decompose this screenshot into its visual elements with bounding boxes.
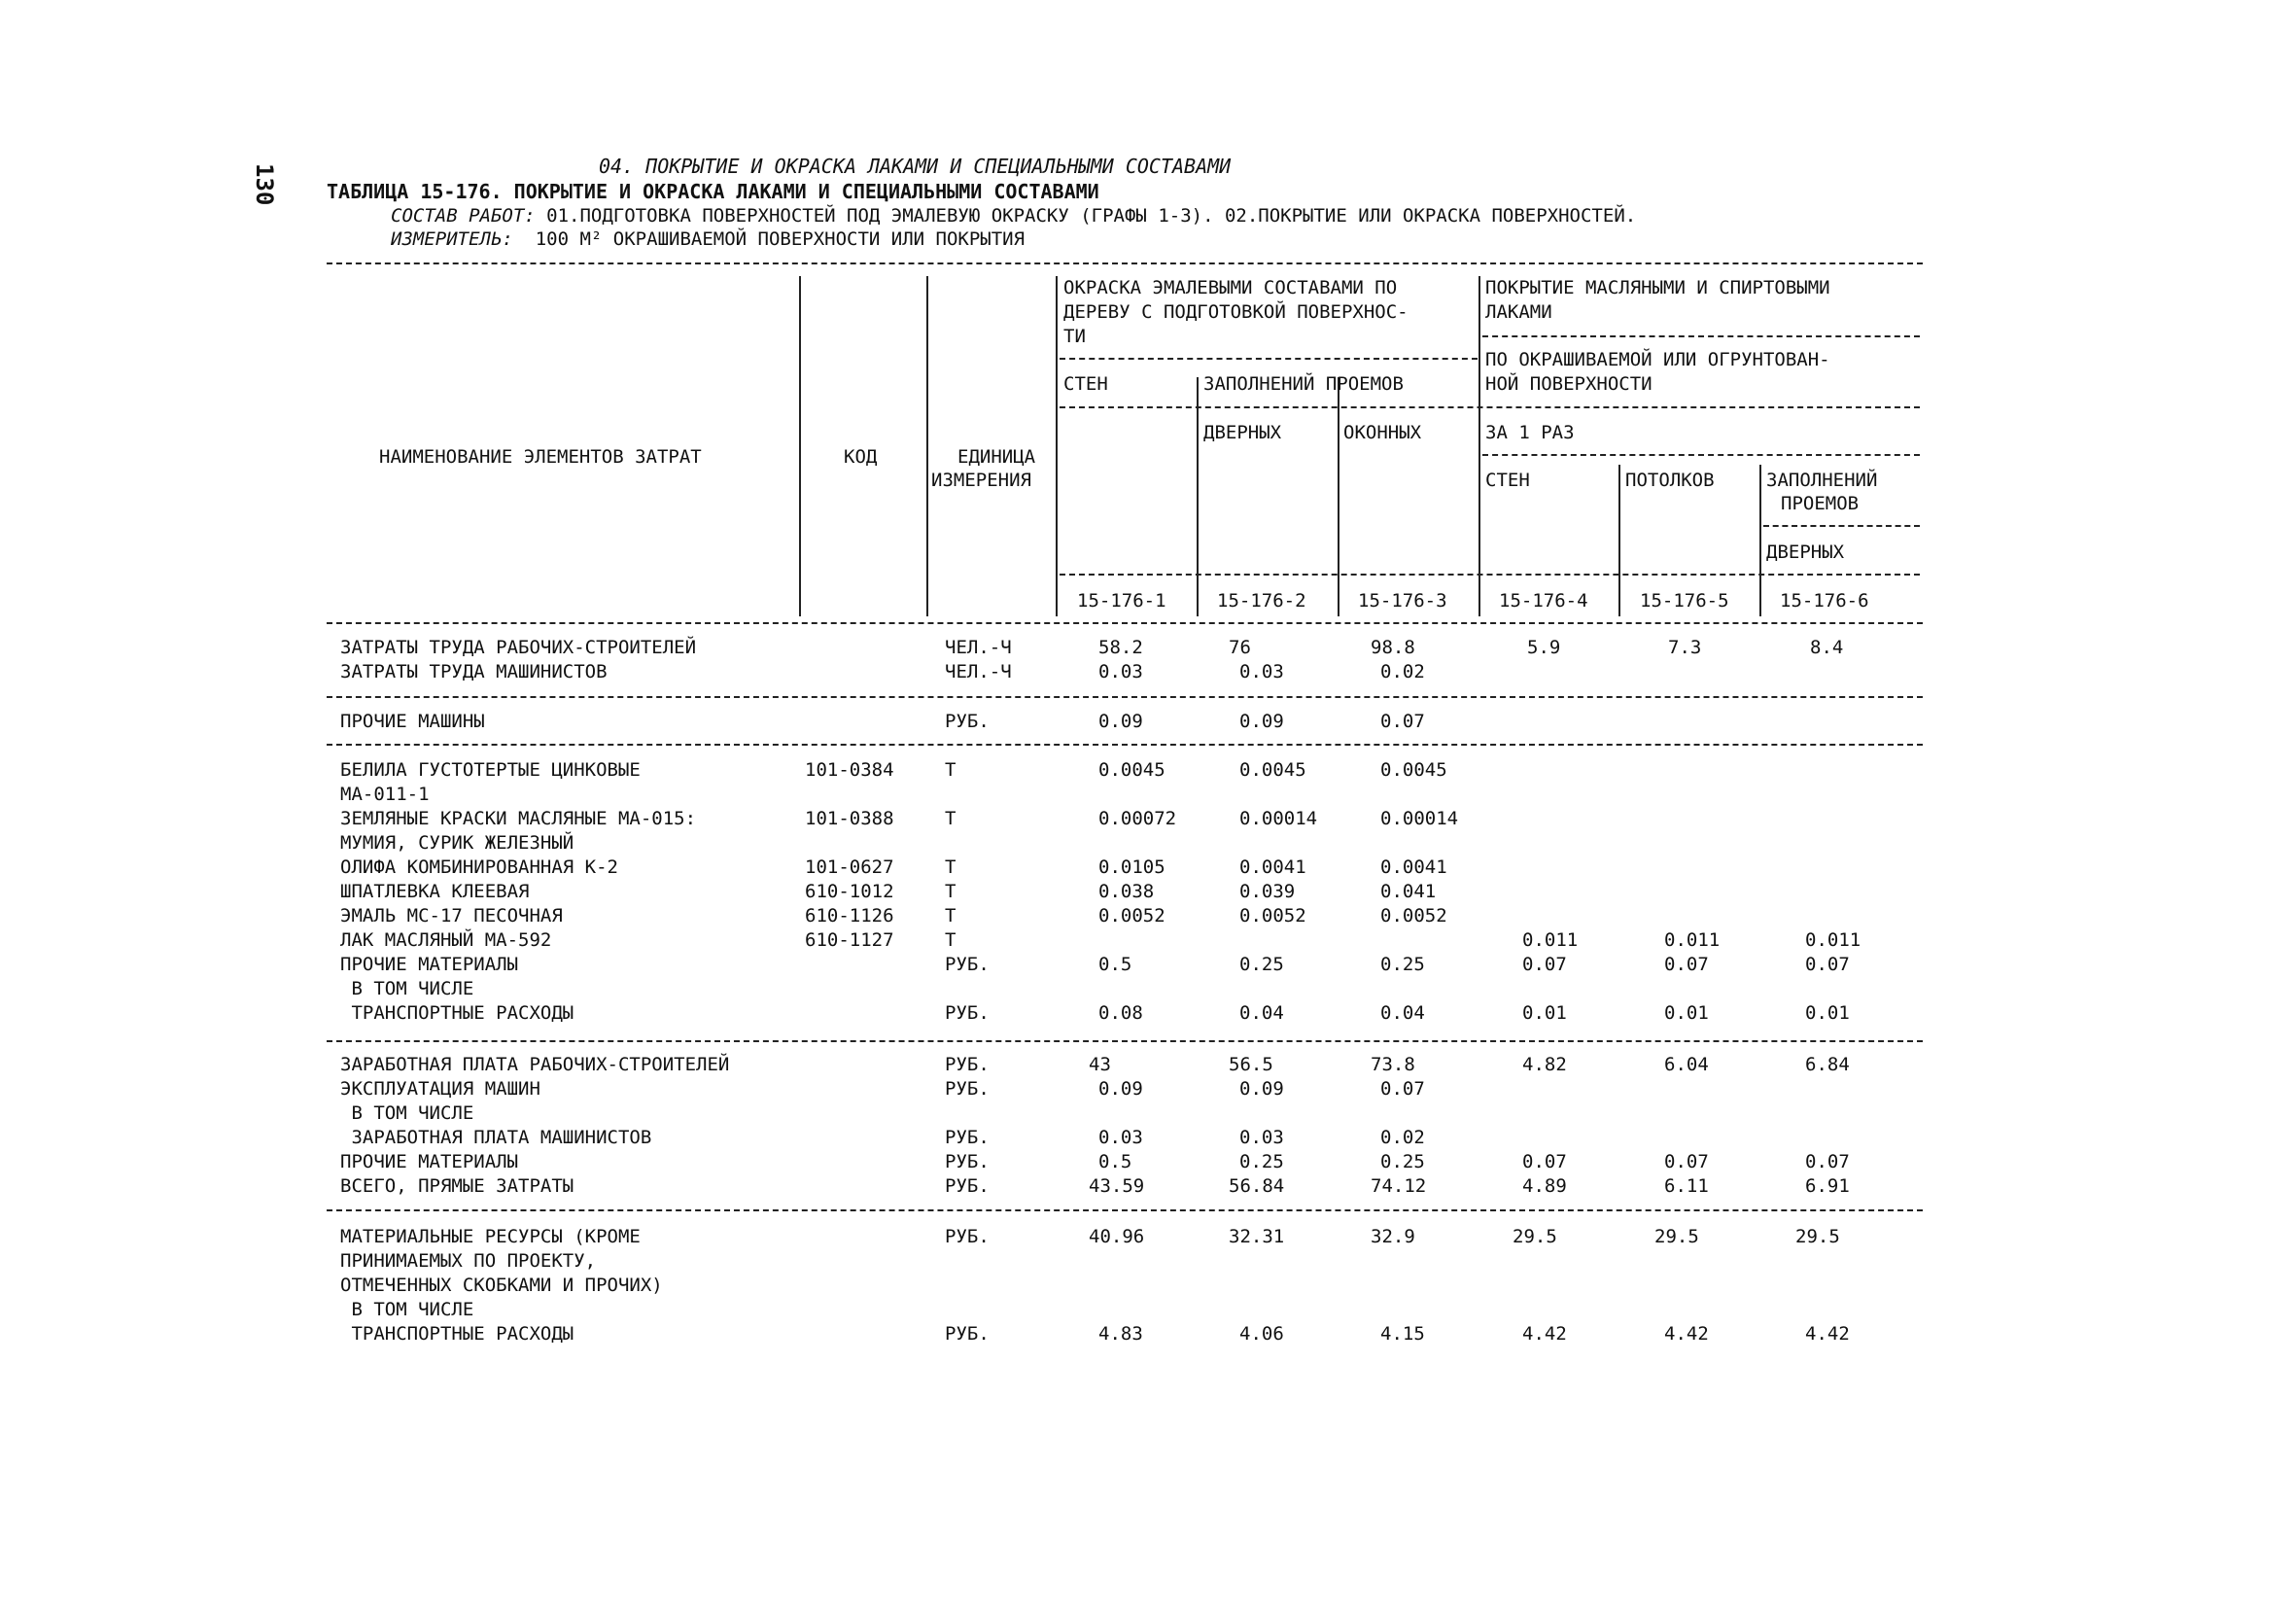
row-value: 0.0052 [1098,905,1165,926]
row-name: ШПАТЛЕВКА КЛЕЕВАЯ [340,881,530,902]
header-code-2: 15-176-2 [1217,590,1306,612]
header-ceilings: ПОТОЛКОВ [1625,470,1715,491]
row-value: 0.01 [1805,1002,1850,1024]
row-value: 0.00072 [1098,808,1177,829]
row-unit: ЧЕЛ.-Ч [945,661,1012,682]
header-unit-1: ЕДИНИЦА [957,446,1036,468]
header-walls2: СТЕН [1485,470,1530,491]
header-sub2-l1: ПО ОКРАШИВАЕМОЙ ИЛИ ОГРУНТОВАН- [1485,349,1830,370]
row-value: 0.09 [1239,1078,1284,1100]
row-value: 0.00014 [1380,808,1459,829]
row-code: 610-1127 [805,929,894,951]
row-value: 4.15 [1380,1323,1425,1345]
row-value: 40.96 [1089,1226,1145,1247]
row-unit: Т [945,856,957,878]
row-value: 0.01 [1664,1002,1709,1024]
row-name: ЗАТРАТЫ ТРУДА РАБОЧИХ-СТРОИТЕЛЕЙ [340,637,697,658]
row-value: 56.5 [1229,1054,1273,1075]
row-value: 0.0045 [1098,759,1165,781]
table-top-rule [327,262,1923,264]
row-value: 43 [1089,1054,1111,1075]
row-name: В ТОМ ЧИСЛЕ [340,978,474,999]
row-value: 0.011 [1522,929,1579,951]
row-code: 610-1012 [805,881,894,902]
row-code: 610-1126 [805,905,894,926]
row-value: 0.25 [1239,1151,1284,1172]
row-value: 6.04 [1664,1054,1709,1075]
row-value: 0.03 [1098,1127,1143,1148]
row-name: ЗЕМЛЯНЫЕ КРАСКИ МАСЛЯНЫЕ МА-015: [340,808,697,829]
row-value: 0.0105 [1098,856,1165,878]
row-value: 6.84 [1805,1054,1850,1075]
row-name: ПРОЧИЕ МАТЕРИАЛЫ [340,1151,519,1172]
col-divider [1338,377,1339,616]
row-value: 0.0045 [1380,759,1447,781]
header-rule [1060,574,1920,576]
row-unit: РУБ. [945,1323,990,1345]
row-value: 0.038 [1098,881,1155,902]
row-value: 0.0052 [1239,905,1306,926]
row-unit: РУБ. [945,1054,990,1075]
row-value: 0.07 [1522,1151,1567,1172]
header-openings: ЗАПОЛНЕНИЙ ПРОЕМОВ [1203,373,1404,395]
row-value: 74.12 [1371,1175,1427,1197]
row-name: МАТЕРИАЛЬНЫЕ РЕСУРСЫ (КРОМЕ [340,1226,641,1247]
header-walls: СТЕН [1063,373,1108,395]
row-name: ТРАНСПОРТНЫЕ РАСХОДЫ [340,1323,574,1345]
header-code: КОД [844,446,878,468]
row-name: ПРИНИМАЕМЫХ ПО ПРОЕКТУ, [340,1250,597,1272]
row-name: ЗАТРАТЫ ТРУДА МАШИНИСТОВ [340,661,608,682]
col-divider [1478,276,1480,616]
row-value: 4.82 [1522,1054,1567,1075]
row-value: 0.00014 [1239,808,1318,829]
header-rule [1060,406,1920,408]
row-value: 0.02 [1380,1127,1425,1148]
row-value: 0.01 [1522,1002,1567,1024]
row-value: 32.9 [1371,1226,1415,1247]
header-doors: ДВЕРНЫХ [1203,422,1282,443]
section-title: 04. ПОКРЫТИЕ И ОКРАСКА ЛАКАМИ И СПЕЦИАЛЬНЫМИ СОСТАВАМИ [599,155,1232,178]
row-code: 101-0627 [805,856,894,878]
row-unit: РУБ. [945,1127,990,1148]
header-fill-l2: ПРОЕМОВ [1781,493,1860,514]
col-divider [1759,465,1761,616]
header-fill-l1: ЗАПОЛНЕНИЙ [1766,470,1878,491]
row-name: МА-011-1 [340,784,430,805]
row-value: 0.02 [1380,661,1425,682]
row-value: 0.039 [1239,881,1296,902]
row-unit: РУБ. [945,1078,990,1100]
row-value: 0.0052 [1380,905,1447,926]
row-value: 8.4 [1810,637,1844,658]
row-value: 0.07 [1805,1151,1850,1172]
row-unit: Т [945,881,957,902]
row-value: 76 [1229,637,1251,658]
row-name: ТРАНСПОРТНЫЕ РАСХОДЫ [340,1002,574,1024]
row-value: 0.0045 [1239,759,1306,781]
row-name: БЕЛИЛА ГУСТОТЕРТЫЕ ЦИНКОВЫЕ [340,759,641,781]
col-divider [926,276,928,616]
measure-label: ИЗМЕРИТЕЛЬ: [391,228,513,250]
header-name: НАИМЕНОВАНИЕ ЭЛЕМЕНТОВ ЗАТРАТ [379,446,702,468]
header-windows: ОКОННЫХ [1343,422,1422,443]
row-value: 0.041 [1380,881,1437,902]
page-number: 130 [251,163,278,206]
row-value: 0.07 [1380,1078,1425,1100]
row-value: 0.011 [1664,929,1721,951]
row-unit: Т [945,929,957,951]
row-value: 43.59 [1089,1175,1145,1197]
row-value: 6.11 [1664,1175,1709,1197]
header-code-4: 15-176-4 [1499,590,1588,612]
row-value: 4.42 [1664,1323,1709,1345]
row-value: 0.25 [1380,954,1425,975]
row-value: 0.03 [1239,661,1284,682]
row-value: 4.83 [1098,1323,1143,1345]
row-value: 4.42 [1805,1323,1850,1345]
row-value: 29.5 [1795,1226,1840,1247]
row-unit: Т [945,759,957,781]
row-unit: Т [945,905,957,926]
header-rule [1482,335,1920,337]
row-value: 58.2 [1098,637,1143,658]
row-name: ВСЕГО, ПРЯМЫЕ ЗАТРАТЫ [340,1175,574,1197]
row-value: 0.07 [1380,711,1425,732]
row-value: 0.09 [1098,711,1143,732]
row-value: 0.5 [1098,1151,1132,1172]
header-group1-l2: ДЕРЕВУ С ПОДГОТОВКОЙ ПОВЕРХНОС- [1063,301,1409,323]
col-divider [1197,377,1199,616]
work-label: СОСТАВ РАБОТ: [391,205,536,227]
row-value: 0.03 [1239,1127,1284,1148]
row-value: 4.42 [1522,1323,1567,1345]
header-code-3: 15-176-3 [1358,590,1447,612]
header-unit-2: ИЗМЕРЕНИЯ [931,470,1031,491]
row-value: 0.09 [1098,1078,1143,1100]
header-group2-l1: ПОКРЫТИЕ МАСЛЯНЫМИ И СПИРТОВЫМИ [1485,277,1830,298]
row-value: 0.07 [1805,954,1850,975]
row-unit: РУБ. [945,1151,990,1172]
measure-text: 100 М² ОКРАШИВАЕМОЙ ПОВЕРХНОСТИ ИЛИ ПОКРЫТИЯ [535,228,1026,250]
col-divider [1056,276,1058,616]
row-value: 0.04 [1380,1002,1425,1024]
row-value: 0.07 [1522,954,1567,975]
row-unit: Т [945,808,957,829]
group-rule [327,1040,1923,1042]
row-name: ЗАРАБОТНАЯ ПЛАТА МАШИНИСТОВ [340,1127,652,1148]
row-value: 0.09 [1239,711,1284,732]
row-value: 56.84 [1229,1175,1285,1197]
header-bottom-rule [327,622,1923,624]
col-divider [1618,465,1620,616]
row-value: 0.08 [1098,1002,1143,1024]
row-value: 0.0041 [1239,856,1306,878]
row-name: В ТОМ ЧИСЛЕ [340,1299,474,1320]
header-code-1: 15-176-1 [1077,590,1166,612]
row-value: 73.8 [1371,1054,1415,1075]
header-group2-l2: ЛАКАМИ [1485,301,1552,323]
row-code: 101-0384 [805,759,894,781]
row-unit: РУБ. [945,1002,990,1024]
row-name: ПРОЧИЕ МАШИНЫ [340,711,485,732]
row-unit: ЧЕЛ.-Ч [945,637,1012,658]
row-name: ОТМЕЧЕННЫХ СКОБКАМИ И ПРОЧИХ) [340,1275,663,1296]
col-divider [799,276,801,616]
header-rule [1060,358,1478,360]
header-rule [1482,454,1920,456]
row-value: 0.03 [1098,661,1143,682]
row-name: ЭМАЛЬ МС-17 ПЕСОЧНАЯ [340,905,563,926]
header-code-5: 15-176-5 [1640,590,1729,612]
row-value: 4.89 [1522,1175,1567,1197]
header-sub2-l2: НОЙ ПОВЕРХНОСТИ [1485,373,1652,395]
row-value: 0.07 [1664,954,1709,975]
table-title: ТАБЛИЦА 15-176. ПОКРЫТИЕ И ОКРАСКА ЛАКАМИ И СПЕЦИАЛЬНЫМИ СОСТАВАМИ [327,180,1099,203]
row-unit: РУБ. [945,954,990,975]
group-rule [327,696,1923,698]
row-unit: РУБ. [945,1226,990,1247]
row-value: 0.25 [1239,954,1284,975]
row-unit: РУБ. [945,711,990,732]
row-value: 32.31 [1229,1226,1285,1247]
row-value: 0.5 [1098,954,1132,975]
group-rule [327,744,1923,746]
row-value: 0.07 [1664,1151,1709,1172]
measure-line [391,228,1025,250]
row-value: 0.0041 [1380,856,1447,878]
row-code: 101-0388 [805,808,894,829]
group-rule [327,1209,1923,1211]
row-name: В ТОМ ЧИСЛЕ [340,1102,474,1124]
row-value: 7.3 [1668,637,1702,658]
row-value: 5.9 [1527,637,1561,658]
row-name: МУМИЯ, СУРИК ЖЕЛЕЗНЫЙ [340,832,574,854]
header-group1-l3: ТИ [1063,326,1086,347]
row-unit: РУБ. [945,1175,990,1197]
header-group1-l1: ОКРАСКА ЭМАЛЕВЫМИ СОСТАВАМИ ПО [1063,277,1398,298]
row-value: 0.25 [1380,1151,1425,1172]
work-composition [391,205,1636,227]
row-name: ЗАРАБОТНАЯ ПЛАТА РАБОЧИХ-СТРОИТЕЛЕЙ [340,1054,730,1075]
work-text: 01.ПОДГОТОВКА ПОВЕРХНОСТЕЙ ПОД ЭМАЛЕВУЮ ОКРАСКУ (ГРАФЫ 1-3). 02.ПОКРЫТИЕ ИЛИ ОКРАСКА ПОВЕРХНОСТЕЙ. [546,205,1637,227]
row-name: ЛАК МАСЛЯНЫЙ МА-592 [340,929,552,951]
row-name: ОЛИФА КОМБИНИРОВАННАЯ К-2 [340,856,618,878]
row-name: ПРОЧИЕ МАТЕРИАЛЫ [340,954,519,975]
row-value: 0.04 [1239,1002,1284,1024]
row-value: 98.8 [1371,637,1415,658]
header-once: ЗА 1 РАЗ [1485,422,1575,443]
header-rule [1763,525,1920,527]
row-value: 4.06 [1239,1323,1284,1345]
header-code-6: 15-176-6 [1780,590,1869,612]
row-value: 29.5 [1513,1226,1557,1247]
row-value: 6.91 [1805,1175,1850,1197]
header-doors2: ДВЕРНЫХ [1766,542,1845,563]
row-name: ЭКСПЛУАТАЦИЯ МАШИН [340,1078,540,1100]
row-value: 0.011 [1805,929,1861,951]
row-value: 29.5 [1654,1226,1699,1247]
